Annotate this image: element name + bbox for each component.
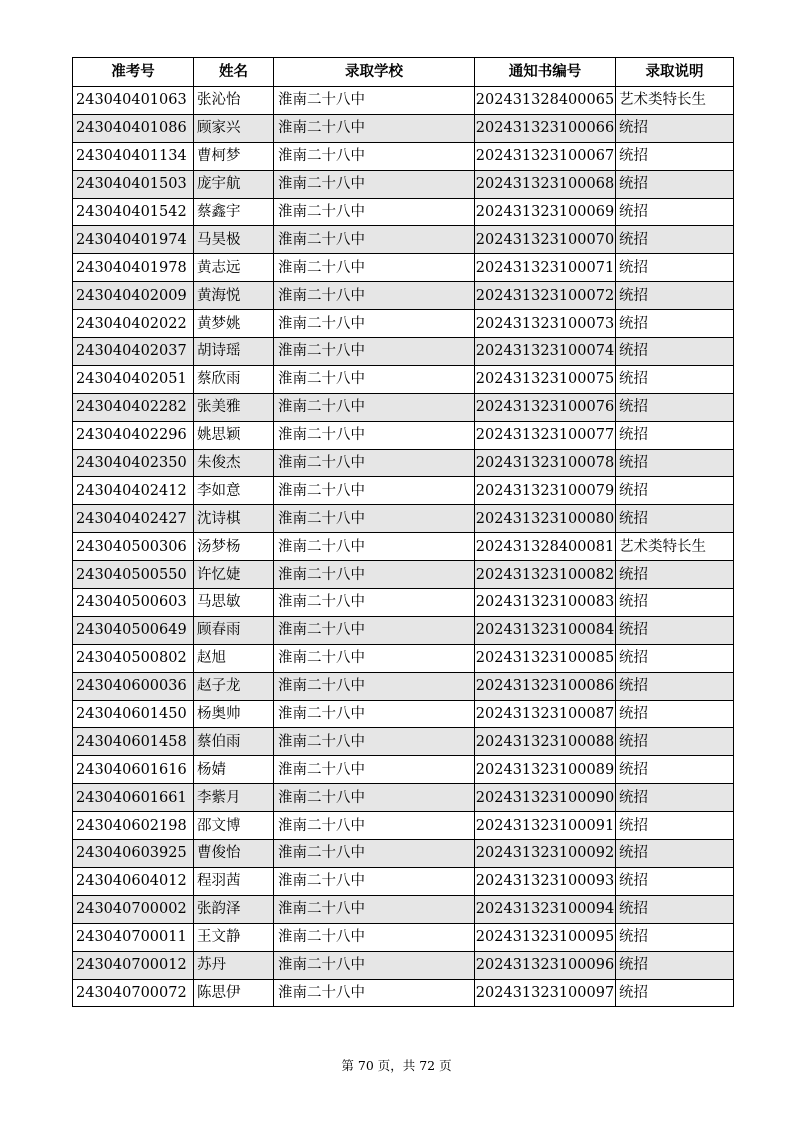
cell-exam-number: 243040700072 [73,979,194,1007]
cell-notice-number: 202431323100067 [475,142,616,170]
cell-name: 许忆婕 [194,561,274,589]
cell-notice-number: 202431323100083 [475,589,616,617]
cell-name: 李紫月 [194,784,274,812]
table-row [73,142,734,170]
cell-admission-note: 统招 [616,923,734,951]
admission-table-container [72,57,733,1007]
cell-exam-number: 243040700002 [73,895,194,923]
cell-exam-number: 243040601458 [73,728,194,756]
table-row [73,812,734,840]
cell-school: 淮南二十八中 [274,477,475,505]
cell-admission-note: 统招 [616,561,734,589]
table-row [73,700,734,728]
cell-school: 淮南二十八中 [274,505,475,533]
cell-notice-number: 202431323100086 [475,672,616,700]
cell-admission-note: 统招 [616,867,734,895]
cell-notice-number: 202431323100094 [475,895,616,923]
cell-admission-note: 统招 [616,951,734,979]
cell-name: 张韵泽 [194,895,274,923]
cell-exam-number: 243040601616 [73,756,194,784]
cell-notice-number: 202431328400065 [475,87,616,115]
cell-admission-note: 统招 [616,589,734,617]
table-row [73,87,734,115]
cell-school: 淮南二十八中 [274,784,475,812]
cell-school: 淮南二十八中 [274,142,475,170]
cell-name: 邵文博 [194,812,274,840]
cell-name: 苏丹 [194,951,274,979]
cell-admission-note: 统招 [616,170,734,198]
cell-school: 淮南二十八中 [274,867,475,895]
cell-exam-number: 243040402412 [73,477,194,505]
cell-school: 淮南二十八中 [274,840,475,868]
cell-notice-number: 202431323100087 [475,700,616,728]
cell-admission-note: 统招 [616,756,734,784]
cell-notice-number: 202431323100085 [475,644,616,672]
cell-name: 庞宇航 [194,170,274,198]
cell-name: 李如意 [194,477,274,505]
cell-notice-number: 202431323100066 [475,114,616,142]
cell-admission-note: 统招 [616,254,734,282]
cell-school: 淮南二十八中 [274,756,475,784]
cell-exam-number: 243040500306 [73,533,194,561]
cell-admission-note: 统招 [616,310,734,338]
cell-notice-number: 202431323100084 [475,616,616,644]
cell-admission-note: 统招 [616,840,734,868]
cell-notice-number: 202431328400081 [475,533,616,561]
cell-name: 顾春雨 [194,616,274,644]
header-admission-note: 录取说明 [616,58,734,87]
cell-school: 淮南二十八中 [274,449,475,477]
cell-name: 陈思伊 [194,979,274,1007]
cell-admission-note: 统招 [616,198,734,226]
table-row [73,310,734,338]
cell-exam-number: 243040603925 [73,840,194,868]
cell-exam-number: 243040604012 [73,867,194,895]
cell-school: 淮南二十八中 [274,951,475,979]
cell-name: 顾家兴 [194,114,274,142]
cell-school: 淮南二十八中 [274,812,475,840]
table-row [73,589,734,617]
cell-name: 汤梦杨 [194,533,274,561]
cell-notice-number: 202431323100093 [475,867,616,895]
cell-school: 淮南二十八中 [274,561,475,589]
table-row [73,254,734,282]
cell-exam-number: 243040601450 [73,700,194,728]
cell-exam-number: 243040700011 [73,923,194,951]
cell-notice-number: 202431323100095 [475,923,616,951]
cell-name: 蔡鑫宇 [194,198,274,226]
cell-admission-note: 统招 [616,282,734,310]
cell-notice-number: 202431323100075 [475,365,616,393]
cell-exam-number: 243040402350 [73,449,194,477]
cell-admission-note: 统招 [616,449,734,477]
cell-exam-number: 243040500550 [73,561,194,589]
cell-admission-note: 统招 [616,365,734,393]
table-row [73,951,734,979]
table-row [73,979,734,1007]
cell-name: 马昊极 [194,226,274,254]
table-header-row [73,58,734,87]
cell-name: 蔡伯雨 [194,728,274,756]
page-footer: 第 70 页，共 72 页 [341,1058,452,1073]
table-row [73,170,734,198]
cell-exam-number: 243040601661 [73,784,194,812]
cell-exam-number: 243040402009 [73,282,194,310]
header-school: 录取学校 [274,58,475,87]
cell-admission-note: 统招 [616,393,734,421]
table-row [73,644,734,672]
cell-school: 淮南二十八中 [274,700,475,728]
cell-name: 蔡欣雨 [194,365,274,393]
cell-notice-number: 202431323100091 [475,812,616,840]
cell-notice-number: 202431323100080 [475,505,616,533]
table-row [73,672,734,700]
cell-notice-number: 202431323100069 [475,198,616,226]
cell-name: 赵子龙 [194,672,274,700]
cell-school: 淮南二十八中 [274,421,475,449]
table-row [73,114,734,142]
cell-exam-number: 243040402282 [73,393,194,421]
cell-exam-number: 243040402037 [73,338,194,366]
table-row [73,867,734,895]
cell-name: 张美雅 [194,393,274,421]
cell-exam-number: 243040602198 [73,812,194,840]
cell-name: 黄梦姚 [194,310,274,338]
cell-admission-note: 统招 [616,644,734,672]
cell-school: 淮南二十八中 [274,923,475,951]
cell-admission-note: 统招 [616,505,734,533]
cell-admission-note: 统招 [616,616,734,644]
cell-notice-number: 202431323100096 [475,951,616,979]
table-row [73,449,734,477]
cell-exam-number: 243040402022 [73,310,194,338]
table-row [73,505,734,533]
cell-admission-note: 艺术类特长生 [616,87,734,115]
cell-school: 淮南二十八中 [274,310,475,338]
table-row [73,728,734,756]
admission-table [72,57,734,1007]
cell-notice-number: 202431323100078 [475,449,616,477]
cell-school: 淮南二十八中 [274,393,475,421]
cell-exam-number: 243040600036 [73,672,194,700]
cell-school: 淮南二十八中 [274,895,475,923]
cell-admission-note: 统招 [616,784,734,812]
cell-exam-number: 243040401978 [73,254,194,282]
cell-exam-number: 243040401063 [73,87,194,115]
cell-admission-note: 统招 [616,226,734,254]
table-row [73,421,734,449]
cell-exam-number: 243040500603 [73,589,194,617]
cell-school: 淮南二十八中 [274,170,475,198]
cell-name: 王文静 [194,923,274,951]
table-row [73,338,734,366]
cell-exam-number: 243040500649 [73,616,194,644]
cell-exam-number: 243040401134 [73,142,194,170]
cell-school: 淮南二十八中 [274,589,475,617]
cell-notice-number: 202431323100079 [475,477,616,505]
cell-name: 黄志远 [194,254,274,282]
cell-admission-note: 艺术类特长生 [616,533,734,561]
cell-name: 杨婧 [194,756,274,784]
table-row [73,784,734,812]
cell-school: 淮南二十八中 [274,114,475,142]
cell-notice-number: 202431323100072 [475,282,616,310]
cell-admission-note: 统招 [616,114,734,142]
cell-name: 程羽茜 [194,867,274,895]
cell-admission-note: 统招 [616,895,734,923]
header-name: 姓名 [194,58,274,87]
cell-admission-note: 统招 [616,477,734,505]
cell-exam-number: 243040402427 [73,505,194,533]
table-row [73,616,734,644]
cell-school: 淮南二十八中 [274,338,475,366]
cell-admission-note: 统招 [616,421,734,449]
cell-notice-number: 202431323100071 [475,254,616,282]
cell-name: 姚思颖 [194,421,274,449]
cell-name: 朱俊杰 [194,449,274,477]
cell-school: 淮南二十八中 [274,198,475,226]
cell-notice-number: 202431323100073 [475,310,616,338]
header-exam-number: 准考号 [73,58,194,87]
table-row [73,198,734,226]
cell-school: 淮南二十八中 [274,365,475,393]
cell-school: 淮南二十八中 [274,533,475,561]
cell-exam-number: 243040401542 [73,198,194,226]
cell-notice-number: 202431323100077 [475,421,616,449]
cell-school: 淮南二十八中 [274,616,475,644]
cell-name: 黄海悦 [194,282,274,310]
cell-admission-note: 统招 [616,728,734,756]
cell-notice-number: 202431323100082 [475,561,616,589]
cell-school: 淮南二十八中 [274,644,475,672]
table-row [73,895,734,923]
cell-exam-number: 243040401974 [73,226,194,254]
cell-school: 淮南二十八中 [274,672,475,700]
table-row [73,282,734,310]
cell-name: 杨奥帅 [194,700,274,728]
cell-notice-number: 202431323100088 [475,728,616,756]
cell-name: 张沁怡 [194,87,274,115]
table-body [73,87,734,1007]
cell-notice-number: 202431323100076 [475,393,616,421]
cell-name: 曹俊怡 [194,840,274,868]
cell-admission-note: 统招 [616,142,734,170]
table-row [73,393,734,421]
table-row [73,840,734,868]
cell-exam-number: 243040402296 [73,421,194,449]
cell-school: 淮南二十八中 [274,226,475,254]
cell-exam-number: 243040500802 [73,644,194,672]
header-notice-number: 通知书编号 [475,58,616,87]
table-row [73,533,734,561]
cell-notice-number: 202431323100092 [475,840,616,868]
cell-admission-note: 统招 [616,812,734,840]
table-row [73,365,734,393]
cell-name: 沈诗棋 [194,505,274,533]
cell-school: 淮南二十八中 [274,282,475,310]
table-row [73,923,734,951]
cell-name: 胡诗瑶 [194,338,274,366]
cell-notice-number: 202431323100089 [475,756,616,784]
cell-notice-number: 202431323100090 [475,784,616,812]
cell-exam-number: 243040401503 [73,170,194,198]
cell-exam-number: 243040700012 [73,951,194,979]
cell-school: 淮南二十八中 [274,254,475,282]
cell-school: 淮南二十八中 [274,979,475,1007]
cell-school: 淮南二十八中 [274,728,475,756]
cell-admission-note: 统招 [616,338,734,366]
table-row [73,477,734,505]
cell-name: 马思敏 [194,589,274,617]
cell-admission-note: 统招 [616,672,734,700]
table-row [73,561,734,589]
cell-notice-number: 202431323100074 [475,338,616,366]
table-row [73,226,734,254]
cell-notice-number: 202431323100068 [475,170,616,198]
cell-name: 赵旭 [194,644,274,672]
cell-school: 淮南二十八中 [274,87,475,115]
cell-notice-number: 202431323100097 [475,979,616,1007]
cell-name: 曹柯梦 [194,142,274,170]
cell-admission-note: 统招 [616,700,734,728]
table-row [73,756,734,784]
cell-exam-number: 243040402051 [73,365,194,393]
cell-notice-number: 202431323100070 [475,226,616,254]
cell-exam-number: 243040401086 [73,114,194,142]
cell-admission-note: 统招 [616,979,734,1007]
